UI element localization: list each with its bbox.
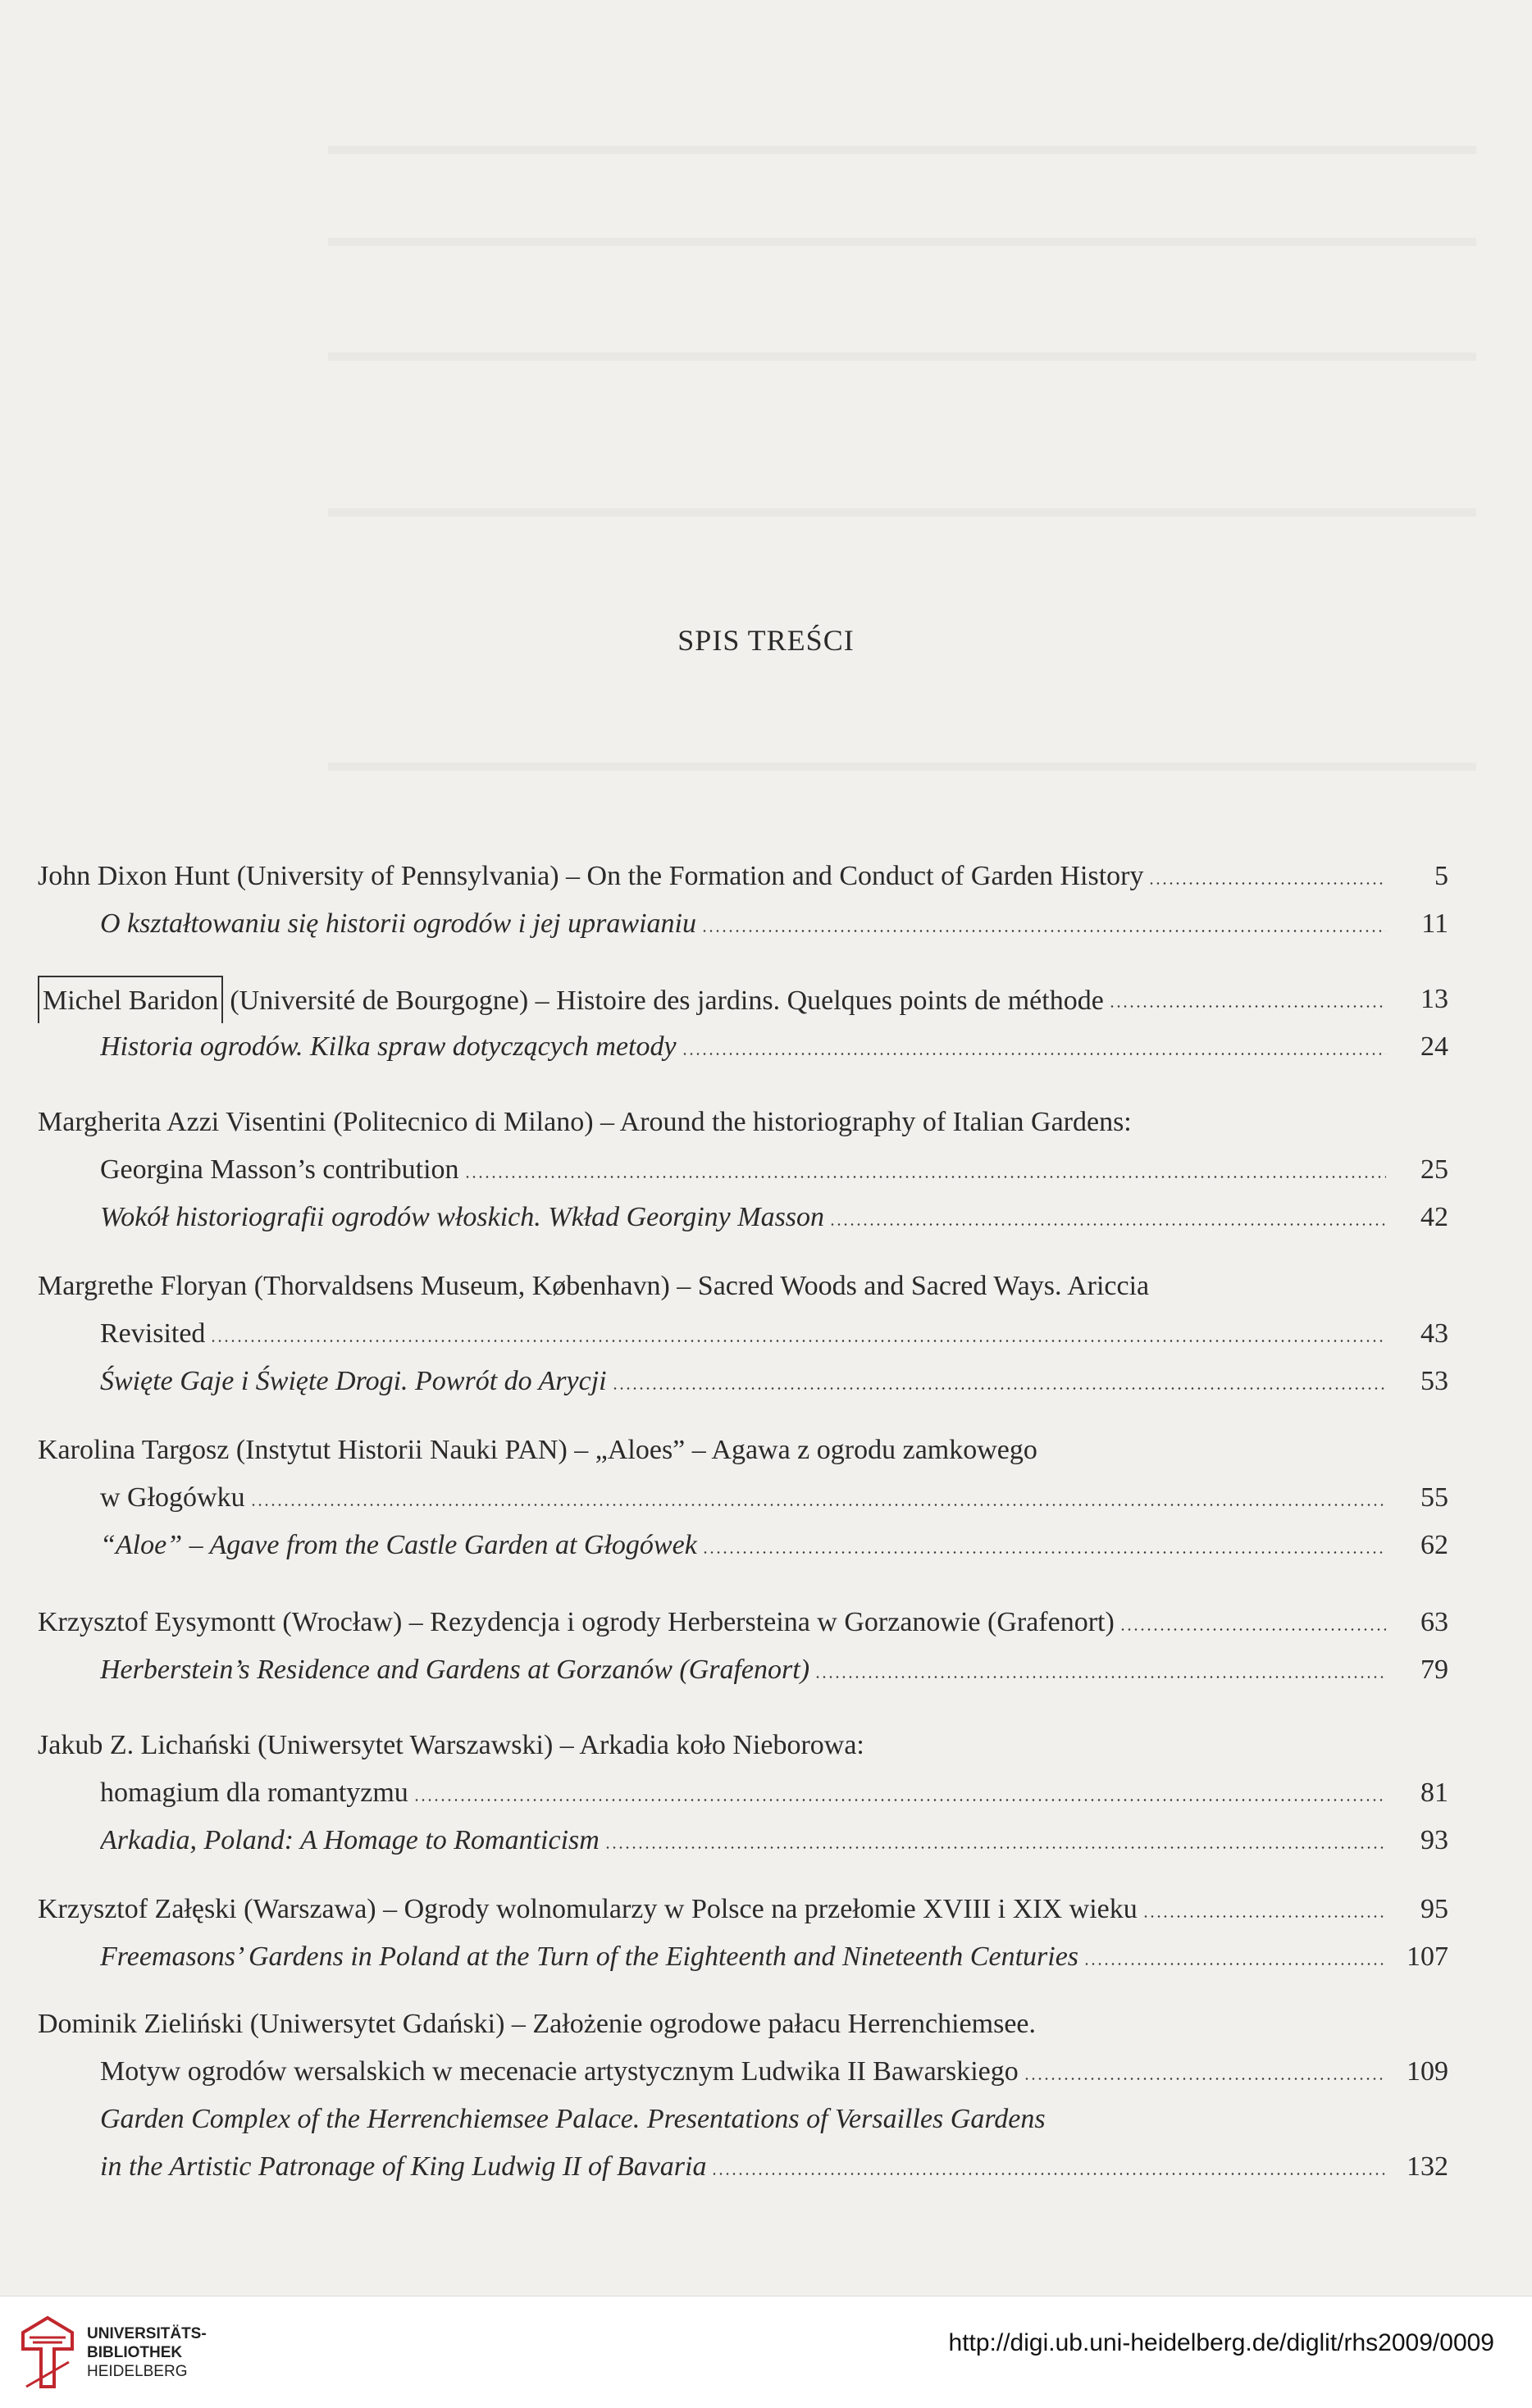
toc-line-text: [38, 2001, 1391, 2048]
show-through-text: [328, 238, 1476, 246]
toc-line-text: [38, 1427, 1391, 1474]
toc-title: Krzysztof Eysymontt (Wrocław) – Rezydencja i ogrody Herbersteina w Gorzanowie (Grafenort): [38, 1607, 1115, 1637]
dot-leader: [1148, 882, 1386, 885]
toc-line-text: [38, 1263, 1391, 1310]
toc-line: [38, 2048, 1448, 2096]
dot-leader: [829, 1223, 1386, 1226]
toc-line: [38, 1358, 1448, 1405]
toc-line: [38, 1817, 1448, 1864]
toc-line-text: [38, 1599, 1391, 1646]
show-through-text: [328, 508, 1476, 517]
toc-line-text: [100, 1023, 1391, 1071]
toc-title: Dominik Zieliński (Uniwersytet Gdański) – Założenie ogrodowe pałacu Herrenchiemsee.: [38, 2009, 1036, 2039]
toc-line: [38, 2096, 1448, 2143]
dot-leader: [1083, 1963, 1386, 1965]
dot-leader: [1109, 1005, 1386, 1008]
toc-title: Motyw ogrodów wersalskich w mecenacie artystycznym Ludwika II Bawarskiego: [100, 2056, 1019, 2087]
toc-line-text: [100, 1358, 1391, 1405]
toc-entry: [38, 976, 1448, 1071]
dot-leader: [1119, 1628, 1386, 1631]
toc-entry: [38, 1427, 1448, 1569]
page-number: 24: [1420, 1031, 1448, 1062]
toc-line: [38, 1599, 1448, 1646]
toc-line: [38, 900, 1448, 948]
toc-translated-title: “Aloe” – Agave from the Castle Garden at Głogówek: [100, 1530, 697, 1560]
dot-leader: [210, 1340, 1386, 1342]
dot-leader: [814, 1676, 1386, 1678]
library-name-line: UNIVERSITÄTS-: [87, 2325, 207, 2342]
page-number: 25: [1420, 1154, 1448, 1185]
highlighted-author: Michel Baridon: [38, 976, 223, 1023]
page-number: 5: [1434, 861, 1448, 891]
toc-translated-title: Freemasons’ Gardens in Poland at the Turn of the Eighteenth and Nineteenth Centuries: [100, 1941, 1079, 1972]
toc-line-text: [38, 1886, 1391, 1933]
toc-line: [38, 1474, 1448, 1522]
toc-entry: [38, 1886, 1448, 1981]
page-number: 63: [1420, 1607, 1448, 1637]
dot-leader: [612, 1387, 1386, 1390]
page-number: 79: [1420, 1655, 1448, 1685]
page-title: SPIS TREŚCI: [677, 624, 855, 657]
toc-line: [38, 1099, 1448, 1146]
toc-title: Margrethe Floryan (Thorvaldsens Museum, København) – Sacred Woods and Sacred Ways. Ariccia: [38, 1271, 1150, 1301]
page-number: 107: [1407, 1941, 1448, 1972]
toc-line: [38, 1522, 1448, 1569]
show-through-text: [328, 146, 1476, 154]
toc-line-text: [100, 1769, 1391, 1817]
toc-translated-title: Garden Complex of the Herrenchiemsee Palace. Presentations of Versailles Gardens: [100, 2104, 1046, 2134]
toc-line: [38, 2143, 1448, 2191]
toc-translated-title: Historia ogrodów. Kilka spraw dotyczących metody: [100, 1031, 677, 1062]
toc-line: [38, 1933, 1448, 1981]
page-number: 81: [1420, 1778, 1448, 1808]
toc-title: John Dixon Hunt (University of Pennsylvania) – On the Formation and Conduct of Garden History: [38, 861, 1144, 891]
dot-leader: [464, 1176, 1386, 1178]
toc-translated-title: Herberstein’s Residence and Gardens at Gorzanów (Grafenort): [100, 1655, 810, 1685]
page-number: 43: [1420, 1318, 1448, 1349]
toc-line: [38, 1427, 1448, 1474]
toc-entry: [38, 1599, 1448, 1694]
show-through-text: [328, 353, 1476, 361]
toc-entry: [38, 2001, 1448, 2191]
page-number: 95: [1420, 1894, 1448, 1924]
toc-translated-title: in the Artistic Patronage of King Ludwig II of Bavaria: [100, 2151, 707, 2182]
page-number: 13: [1420, 984, 1448, 1014]
page-number: 93: [1420, 1825, 1448, 1855]
toc-line-text: [38, 1722, 1391, 1769]
dot-leader: [711, 2173, 1386, 2175]
library-name-line: BIBLIOTHEK: [87, 2344, 183, 2361]
toc-line: [38, 1023, 1448, 1071]
toc-line-text: [100, 1474, 1391, 1522]
toc-title: Jakub Z. Lichański (Uniwersytet Warszawski) – Arkadia koło Nieborowa:: [38, 1730, 864, 1760]
toc-line: [38, 1886, 1448, 1933]
toc-line: [38, 2001, 1448, 2048]
toc-title: Krzysztof Załęski (Warszawa) – Ogrody wolnomularzy w Polsce na przełomie XVIII i XIX wieku: [38, 1894, 1138, 1924]
toc-line-text: [100, 2143, 1391, 2191]
toc-line-text: [100, 1310, 1391, 1358]
toc-translated-title: O kształtowaniu się historii ogrodów i jej uprawianiu: [100, 908, 696, 939]
page-number: 132: [1407, 2151, 1448, 2182]
toc-line-text: [100, 2096, 1391, 2143]
toc-line: [38, 1194, 1448, 1241]
toc-entry: [38, 1099, 1448, 1241]
toc-line-text: [100, 1646, 1391, 1694]
dot-leader: [413, 1799, 1386, 1801]
toc-entry: [38, 1722, 1448, 1864]
dot-leader: [702, 1551, 1386, 1554]
toc-line-text: [100, 1933, 1391, 1981]
toc-line: [38, 1263, 1448, 1310]
toc-line: [38, 853, 1448, 900]
library-logo-icon: [18, 2313, 77, 2392]
footer-bar: [0, 2296, 1532, 2408]
toc-line-text: [100, 1146, 1391, 1194]
toc-line-text: [100, 900, 1391, 948]
toc-line: [38, 1146, 1448, 1194]
toc-title: w Głogówku: [100, 1482, 245, 1513]
page-number: 11: [1421, 908, 1448, 939]
page-number: 109: [1407, 2056, 1448, 2087]
toc-entry: [38, 1263, 1448, 1405]
show-through-text: [328, 762, 1476, 771]
toc-entry: [38, 853, 1448, 948]
toc-title: Georgina Masson’s contribution: [100, 1154, 459, 1185]
toc-line: [38, 1646, 1448, 1694]
toc-line: [38, 1769, 1448, 1817]
toc-translated-title: Święte Gaje i Święte Drogi. Powrót do Arycji: [100, 1366, 607, 1396]
source-url-link[interactable]: http://digi.ub.uni-heidelberg.de/diglit/rhs2009/0009: [948, 2329, 1494, 2356]
toc-line-text: [100, 2048, 1391, 2096]
page-number: 53: [1420, 1366, 1448, 1396]
toc-title: Karolina Targosz (Instytut Historii Nauki PAN) – „Aloes” – Agawa z ogrodu zamkowego: [38, 1435, 1037, 1465]
page-number: 55: [1420, 1482, 1448, 1513]
toc-line-text: [100, 1522, 1391, 1569]
toc-line-text: [38, 853, 1391, 900]
toc-translated-title: Wokół historiografii ogrodów włoskich. Wkład Georginy Masson: [100, 1202, 825, 1232]
toc-title: (Université de Bourgogne) – Histoire des jardins. Quelques points de méthode: [230, 986, 1104, 1016]
library-name: [87, 2324, 207, 2381]
toc-line: [38, 1722, 1448, 1769]
dot-leader: [1142, 1915, 1386, 1918]
toc-line-text: [38, 1099, 1391, 1146]
toc-line-text: [38, 976, 1391, 1023]
toc-title: Revisited: [100, 1318, 206, 1349]
page-number: 62: [1420, 1530, 1448, 1560]
toc-line: [38, 1310, 1448, 1358]
dot-leader: [701, 930, 1386, 932]
library-name-line: HEIDELBERG: [87, 2363, 188, 2380]
dot-leader: [250, 1504, 1386, 1506]
toc-title: homagium dla romantyzmu: [100, 1778, 408, 1808]
toc-line-text: [100, 1194, 1391, 1241]
toc-title: Margherita Azzi Visentini (Politecnico di Milano) – Around the historiography of Italian Gardens:: [38, 1107, 1132, 1137]
dot-leader: [604, 1846, 1386, 1849]
toc-translated-title: Arkadia, Poland: A Homage to Romanticism: [100, 1825, 600, 1855]
dot-leader: [1024, 2078, 1386, 2080]
toc-line: [38, 976, 1448, 1023]
toc-line-text: [100, 1817, 1391, 1864]
dot-leader: [682, 1053, 1386, 1055]
page-number: 42: [1420, 1202, 1448, 1232]
